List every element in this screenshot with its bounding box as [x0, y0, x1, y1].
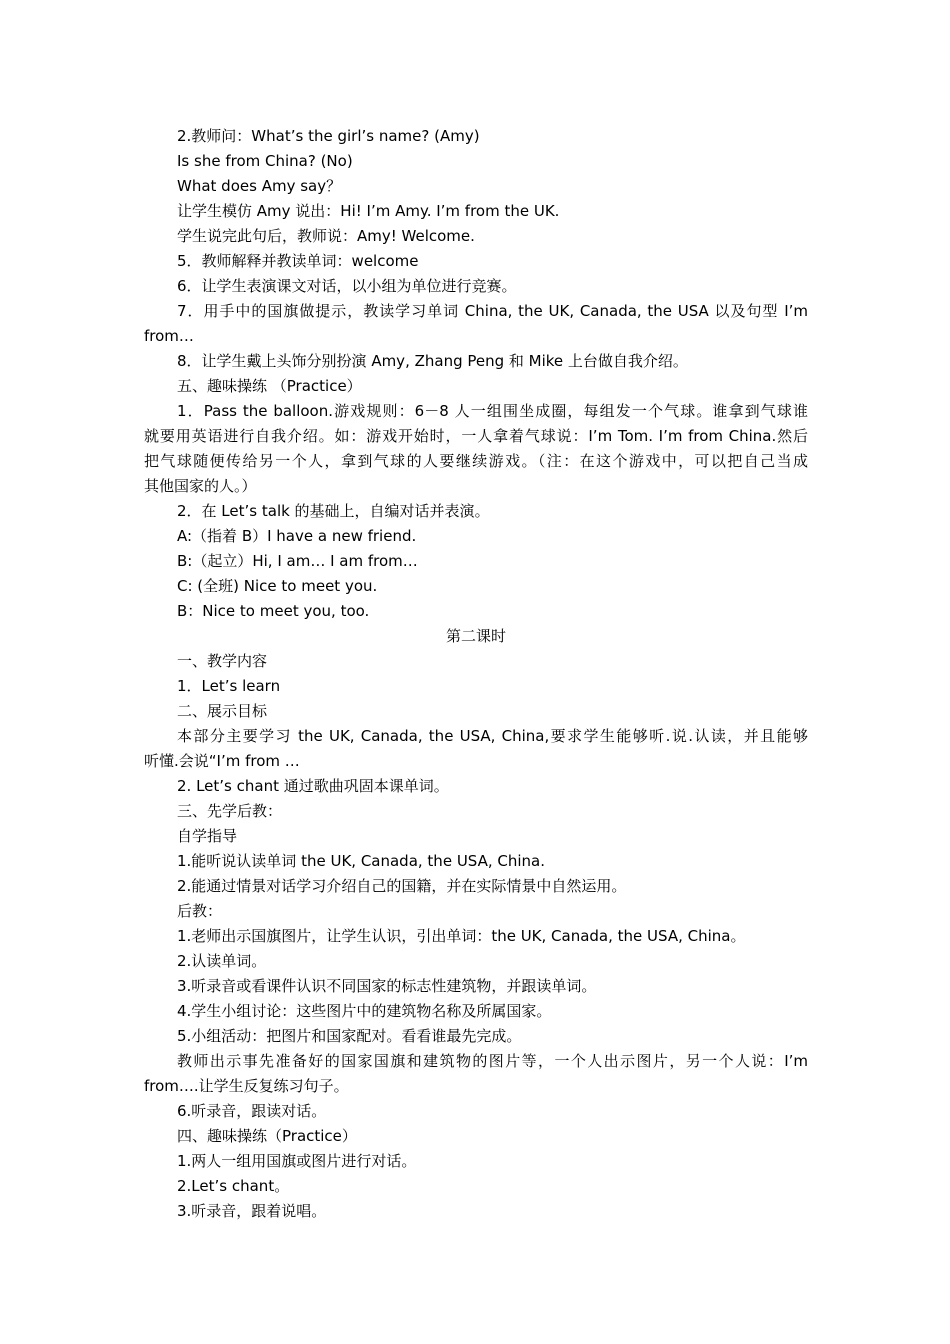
- text-line: A:（指着 B）I have a new friend.: [177, 527, 417, 545]
- text-line: 6.听录音，跟读对话。: [177, 1102, 327, 1120]
- text-line: from…: [144, 327, 194, 345]
- text-line: 5．教师解释并教读单词：welcome: [177, 252, 419, 270]
- text-line: 2.Let’s chant。: [177, 1177, 290, 1195]
- text-line: 三、先学后教：: [177, 802, 283, 820]
- text-line: 听懂.会说“I’m from …: [144, 752, 300, 770]
- text-line: 五、趣味操练 （Practice）: [177, 377, 362, 395]
- text-line: 8．让学生戴上头饰分别扮演 Amy, Zhang Peng 和 Mike 上台做自我介绍。: [177, 352, 688, 370]
- text-line: 2.教师问：What’s the girl’s name? (Amy): [177, 127, 480, 145]
- text-line: 四、趣味操练（Practice）: [177, 1127, 357, 1145]
- text-line: 1.两人一组用国旗或图片进行对话。: [177, 1152, 417, 1170]
- text-line: from….让学生反复练习句子。: [144, 1077, 349, 1095]
- text-line: 一、教学内容: [177, 652, 268, 670]
- text-line: 1．Pass the balloon.游戏规则：6－8 人一组围坐成圈，每组发一个气球。谁拿到气球谁: [177, 402, 808, 420]
- text-line: 2. Let’s chant 通过歌曲巩固本课单词。: [177, 777, 449, 795]
- text-line: 2．在 Let’s talk 的基础上，自编对话并表演。: [177, 502, 490, 520]
- text-line: 自学指导: [177, 827, 238, 845]
- text-line: 3.听录音，跟着说唱。: [177, 1202, 327, 1220]
- text-line: 2.认读单词。: [177, 952, 267, 970]
- text-line: C: (全班) Nice to meet you.: [177, 577, 378, 595]
- text-line: 4.学生小组讨论：这些图片中的建筑物名称及所属国家。: [177, 1002, 552, 1020]
- text-line: What does Amy say？: [177, 177, 342, 195]
- document-body: [144, 124, 808, 1224]
- text-line: 7．用手中的国旗做提示，教读学习单词 China, the UK, Canada, the USA 以及句型 I’m: [177, 302, 808, 320]
- text-line: 1.老师出示国旗图片，让学生认识，引出单词：the UK, Canada, the USA, China。: [177, 927, 746, 945]
- text-line: B:（起立）Hi, I am… I am from…: [177, 552, 418, 570]
- text-line: 后教：: [177, 902, 223, 920]
- text-line: 1.能听说认读单词 the UK, Canada, the USA, China.: [177, 852, 546, 870]
- text-line: B：Nice to meet you, too.: [177, 602, 370, 620]
- text-line: 就要用英语进行自我介绍。如：游戏开始时，一人拿着气球说：I’m Tom. I’m from China.然后: [144, 427, 808, 445]
- text-line: 3.听录音或看课件认识不同国家的标志性建筑物，并跟读单词。: [177, 977, 597, 995]
- text-line: 第二课时: [445, 627, 506, 645]
- text-line: 2.能通过情景对话学习介绍自己的国籍，并在实际情景中自然运用。: [177, 877, 627, 895]
- text-line: 二、展示目标: [177, 702, 268, 720]
- text-line: 1．Let’s learn: [177, 677, 281, 695]
- text-line: 把气球随便传给另一个人，拿到气球的人要继续游戏。（注：在这个游戏中，可以把自己当成: [144, 452, 808, 470]
- text-line: 6．让学生表演课文对话，以小组为单位进行竞赛。: [177, 277, 517, 295]
- text-line: 其他国家的人。）: [144, 477, 257, 495]
- text-line: 学生说完此句后，教师说：Amy! Welcome.: [177, 227, 475, 245]
- text-line: 让学生模仿 Amy 说出：Hi! I’m Amy. I’m from the UK.: [177, 202, 560, 220]
- text-line: 5.小组活动：把图片和国家配对。看看谁最先完成。: [177, 1027, 522, 1045]
- text-line: 教师出示事先准备好的国家国旗和建筑物的图片等，一个人出示图片，另一个人说：I’m: [177, 1052, 808, 1070]
- text-line: Is she from China? (No): [177, 152, 353, 170]
- text-line: 本部分主要学习 the UK, Canada, the USA, China,要求学生能够听.说.认读，并且能够: [177, 727, 808, 745]
